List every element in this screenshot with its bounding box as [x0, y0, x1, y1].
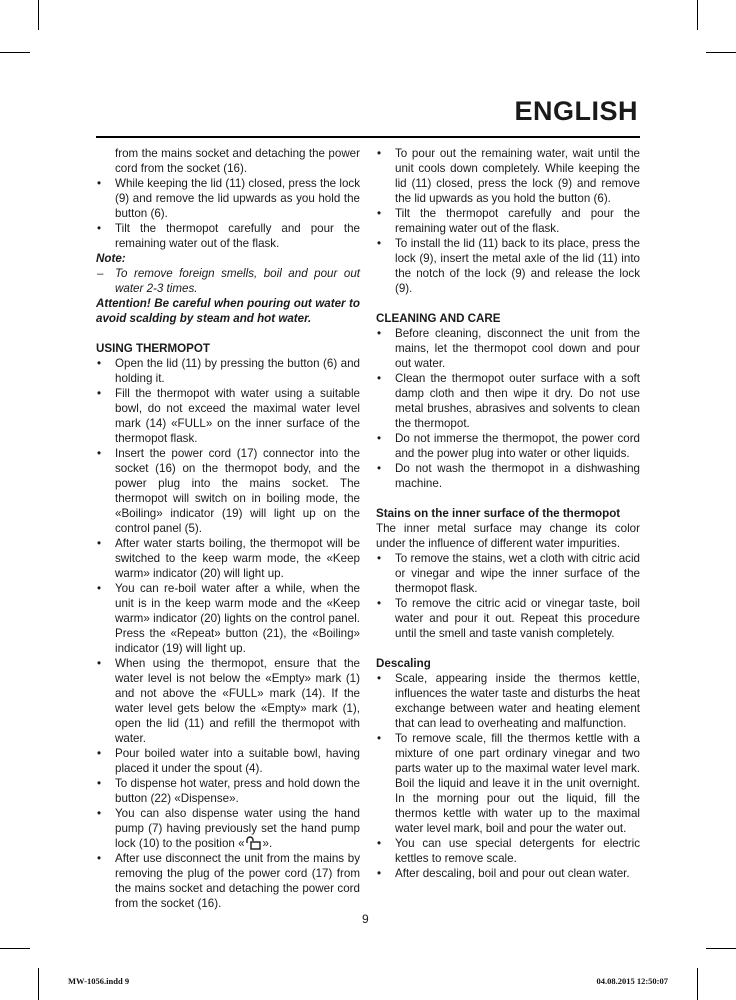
- note-item: – To remove foreign smells, boil and pour out water 2-3 times.: [96, 266, 360, 296]
- list-item: • Do not immerse the thermopot, the power cord and the power plug into water or other liquids.: [376, 431, 640, 461]
- attention-warning: Attention! Be careful when pouring out water to avoid scalding by steam and hot water.: [96, 297, 360, 325]
- list-item: • Pour boiled water into a suitable bowl, having placed it under the spout (4).: [96, 746, 360, 776]
- list-item: • Tilt the thermopot carefully and pour the remaining water out of the flask.: [376, 206, 640, 236]
- crop-mark: [706, 948, 736, 949]
- list-item: • After use disconnect the unit from the mains by removing the plug of the power cord (17) from the mains socket and detaching the power cord from the socket (16).: [96, 851, 360, 911]
- bullet-list: [96, 356, 360, 911]
- list-item: • After water starts boiling, the thermopot will be switched to the keep warm mode, the «Keep warm» indicator (20) will light up.: [96, 536, 360, 581]
- bullet-list: [376, 146, 640, 296]
- right-column: [376, 146, 640, 881]
- list-item: • To dispense hot water, press and hold down the button (22) «Dispense».: [96, 776, 360, 806]
- crop-mark: [697, 0, 698, 30]
- left-column: [96, 146, 360, 911]
- bullet-list: [376, 326, 640, 491]
- list-item: • Before cleaning, disconnect the unit from the mains, let the thermopot cool down and pour out water.: [376, 326, 640, 371]
- page-heading: ENGLISH: [514, 96, 638, 126]
- list-item: • To install the lid (11) back to its place, press the lock (9), insert the metal axle of the lid (11) into the notch of the lock (9) and release the lock (9).: [376, 236, 640, 296]
- footer-file-info: MW-1056.indd 9: [68, 976, 130, 986]
- crop-mark: [697, 968, 698, 1000]
- bullet-list: [376, 671, 640, 881]
- pump-text-end: ».: [262, 837, 273, 850]
- section-title-cleaning: CLEANING AND CARE: [376, 312, 501, 325]
- list-item: • You can use special detergents for electric kettles to remove scale.: [376, 836, 640, 866]
- open-lock-icon: [245, 836, 263, 850]
- pump-text: You can also dispense water using the hand pump (7) having previously set the hand pump lock (10) to the position «: [115, 807, 360, 850]
- crop-mark: [38, 0, 39, 30]
- list-item: • To remove the stains, wet a cloth with citric acid or vinegar and wipe the inner surface of the thermopot flask.: [376, 551, 640, 596]
- bullet-list: [376, 551, 640, 641]
- crop-mark: [706, 52, 736, 53]
- crop-mark: [0, 948, 30, 949]
- list-item: • Scale, appearing inside the thermos kettle, influences the water taste and disturbs the heat exchange between water and heating element that can lead to overheating and malfunction.: [376, 671, 640, 731]
- list-item: • Clean the thermopot outer surface with a soft damp cloth and then wipe it dry. Do not use metal brushes, abrasives and solvents to clean the thermopot.: [376, 371, 640, 431]
- list-item: • While keeping the lid (11) closed, press the lock (9) and remove the lid upwards as you hold the button (6).: [96, 176, 360, 221]
- note-list: [96, 266, 360, 296]
- list-item: • To remove the citric acid or vinegar taste, boil water and pour it out. Repeat this procedure until the smell and taste vanish completely.: [376, 596, 640, 641]
- list-item: • To pour out the remaining water, wait until the unit cools down completely. While keeping the lid (11) closed, press the lock (9) and remove the lid upwards as you hold the button (6).: [376, 146, 640, 206]
- section-title-descaling: Descaling: [376, 657, 431, 670]
- crop-mark: [38, 968, 39, 1000]
- list-item: • Open the lid (11) by pressing the button (6) and holding it.: [96, 356, 360, 386]
- footer-timestamp: 04.08.2015 12:50:07: [596, 976, 668, 986]
- bullet-list: [96, 176, 360, 251]
- list-item: • You can re-boil water after a while, when the unit is in the keep warm mode and the «Keep warm» indicator (20) lights on the control panel. Press the «Repeat» button (21), the «Boiling» indicator (19) will light up.: [96, 581, 360, 656]
- list-item: • Do not wash the thermopot in a dishwashing machine.: [376, 461, 640, 491]
- list-item: • Tilt the thermopot carefully and pour the remaining water out of the flask.: [96, 221, 360, 251]
- page-number: 9: [362, 912, 369, 926]
- section-title-stains: Stains on the inner surface of the thermopot: [376, 507, 621, 520]
- continued-text: from the mains socket and detaching the power cord from the socket (16).: [115, 147, 360, 175]
- list-item: [96, 806, 360, 851]
- stains-intro: The inner metal surface may change its color under the influence of different water impurities.: [376, 522, 640, 550]
- heading-rule: [96, 136, 640, 138]
- list-item: • After descaling, boil and pour out clean water.: [376, 866, 640, 881]
- note-label: Note:: [96, 252, 126, 265]
- list-item: • Insert the power cord (17) connector into the socket (16) on the thermopot body, and the power plug into the mains socket. The thermopot will switch on in boiling mode, the «Boiling» indicator (19) will light up on the control panel (5).: [96, 446, 360, 536]
- crop-mark: [0, 52, 30, 53]
- list-item: • When using the thermopot, ensure that the water level is not below the «Empty» mark (1) and not above the «FULL» mark (14). If the water level gets below the «Empty» mark (1), open the lid (11) and refill the thermopot with water.: [96, 656, 360, 746]
- list-item: • To remove scale, fill the thermos kettle with a mixture of one part ordinary vinegar and two parts water up to the maximal water level mark. Boil the liquid and leave it in the unit overnight. In the morning pour out the liquid, fill the thermos kettle with water up to the maximal water level mark, boil and pour the water out.: [376, 731, 640, 836]
- section-title-using: USING THERMOPOT: [96, 342, 211, 355]
- list-item: • Fill the thermopot with water using a suitable bowl, do not exceed the maximal water level mark (14) «FULL» on the inner surface of the thermopot flask.: [96, 386, 360, 446]
